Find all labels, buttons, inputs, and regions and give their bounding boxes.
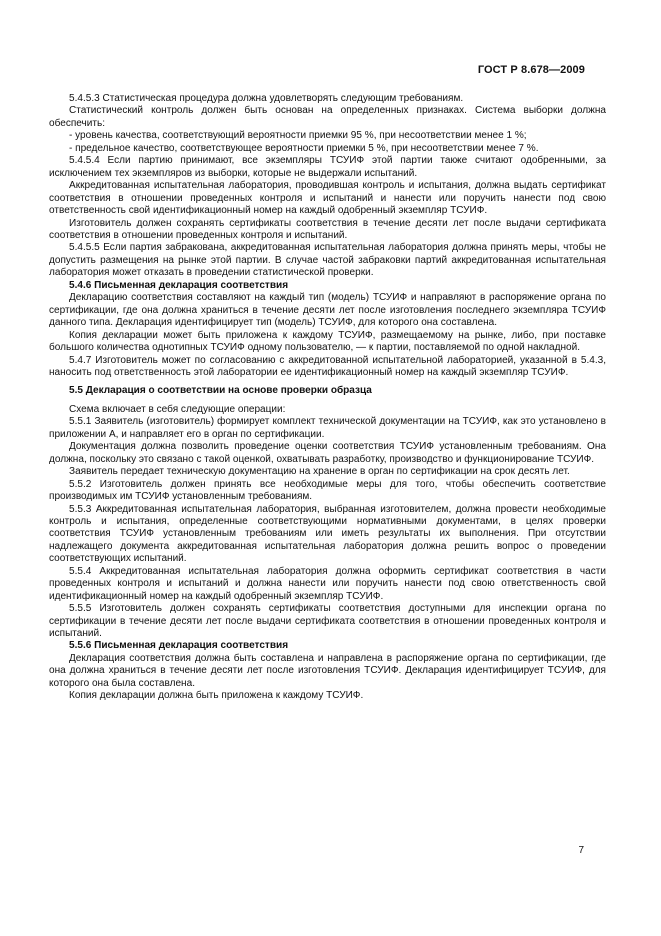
list-item: - уровень качества, соответствующий вероятности приемки 95 %, при несоответствии менее 1 %;	[69, 130, 527, 142]
list-item: - предельное качество, соответствующее вероятности приемки 5 %, при несоответствии менее 7 %.	[69, 142, 539, 154]
paragraph: Копия декларации может быть приложена к каждому ТСУИФ, размещаемому на рынке, либо, при поставке большого количества однотипных ТСУИФ одному пользователю, — к партии, поставляемой по одной накладной.	[49, 329, 606, 354]
paragraph: Документация должна позволить проведение оценки соответствия ТСУИФ установленным требованиям. Она должна, поскольку это связано с такой оценкой, охватывать разработку, производство и функционирование ТСУИФ.	[49, 441, 606, 465]
section-heading-5-5: 5.5 Декларация о соответствии на основе проверки образца	[69, 385, 372, 397]
paragraph: Изготовитель должен сохранять сертификаты соответствия в течение десяти лет после выдачи сертификата соответствия в отношении проведенных контроля и испытаний.	[49, 217, 606, 241]
paragraph: 5.5.5 Изготовитель должен сохранять сертификаты соответствия доступными для инспекции органа по сертификации в течение десяти лет после выдачи сертификата соответствия в отношении проведенных контроля и испытаний.	[49, 603, 606, 640]
paragraph: Аккредитованная испытательная лаборатория, проводившая контроль и испытания, должна выдать сертификат соответствия в отношении проведенных контроля и испытаний и нанести или поручить нанести под свою ответственность свой идентификационный номер на каждый одобренный экземпляр ТСУИФ.	[49, 180, 606, 217]
page-number: 7	[578, 845, 584, 856]
paragraph: 5.4.7 Изготовитель может по согласованию с аккредитованной испытательной лабораторией, указанной в 5.4.3, наносить под ответственность этой лаборатории ее идентификационный номер на каждый экземпляр ТСУИФ.	[49, 354, 606, 378]
paragraph: 5.5.1 Заявитель (изготовитель) формирует комплект технической документации на ТСУИФ, как это установлено в приложении А, и направляет его в орган по сертификации.	[49, 416, 606, 440]
paragraph: Заявитель передает техническую документацию на хранение в орган по сертификации на срок десять лет.	[69, 466, 570, 478]
section-heading-5-4-6: 5.4.6 Письменная декларация соответствия	[69, 279, 289, 291]
document-code-header: ГОСТ Р 8.678—2009	[477, 64, 585, 76]
page-body	[49, 93, 606, 703]
paragraph: 5.5.3 Аккредитованная испытательная лаборатория, выбранная изготовителем, должна провести необходимые контроль и испытания, определенные соответствующими нормативными документами, в целях проверки соответствия ТСУИФ установленным требованиям или иметь результаты их выполнения. При отсутствии надлежащего документа аккредитованная испытательная лаборатория должна решить вопрос о проведении соответствующих испытаний.	[49, 503, 606, 565]
paragraph: Схема включает в себя следующие операции:	[69, 403, 286, 415]
paragraph: 5.5.2 Изготовитель должен принять все необходимые меры для того, чтобы обеспечить соответствие производимых им ТСУИФ установленным требованиям.	[49, 478, 606, 503]
paragraph: Декларацию соответствия составляют на каждый тип (модель) ТСУИФ и направляют в распоряжение органа по сертификации, где она должна храниться в течение десяти лет после изготовления последнего экземпляра ТСУИФ данного типа. Декларация идентифицирует тип (модель) ТСУИФ, для которого она составлена.	[49, 292, 606, 329]
paragraph: 5.4.5.4 Если партию принимают, все экземпляры ТСУИФ этой партии также считают одобренными, за исключением тех экземпляров из выборки, которые не выдержали испытаний.	[49, 155, 606, 179]
paragraph: Копия декларации должна быть приложена к каждому ТСУИФ.	[69, 690, 364, 702]
paragraph: Декларация соответствия должна быть составлена и направлена в распоряжение органа по сертификации, где она должна храниться в течение десяти лет после изготовления ТСУИФ. Декларация идентифицирует ТСУИФ, для которого она была составлена.	[49, 652, 606, 689]
paragraph: Статистический контроль должен быть основан на определенных признаках. Система выборки должна обеспечить:	[49, 105, 606, 129]
paragraph: 5.5.4 Аккредитованная испытательная лаборатория должна оформить сертификат соответствия в части проведенных контроля и испытаний и должна нанести или поручить нанести под свою ответственность свой идентификационный номер на каждый одобренный экземпляр ТСУИФ.	[49, 565, 606, 602]
section-heading-5-5-6: 5.5.6 Письменная декларация соответствия	[69, 640, 289, 652]
paragraph: 5.4.5.3 Статистическая процедура должна удовлетворять следующим требованиям.	[69, 93, 464, 104]
paragraph: 5.4.5.5 Если партия забракована, аккредитованная испытательная лаборатория должна принять меры, чтобы не допустить размещения на рынке этой партии. В случае частой забраковки партий аккредитованная испытательная лаборатория может отказать в проведении статистической проверки.	[49, 242, 606, 279]
